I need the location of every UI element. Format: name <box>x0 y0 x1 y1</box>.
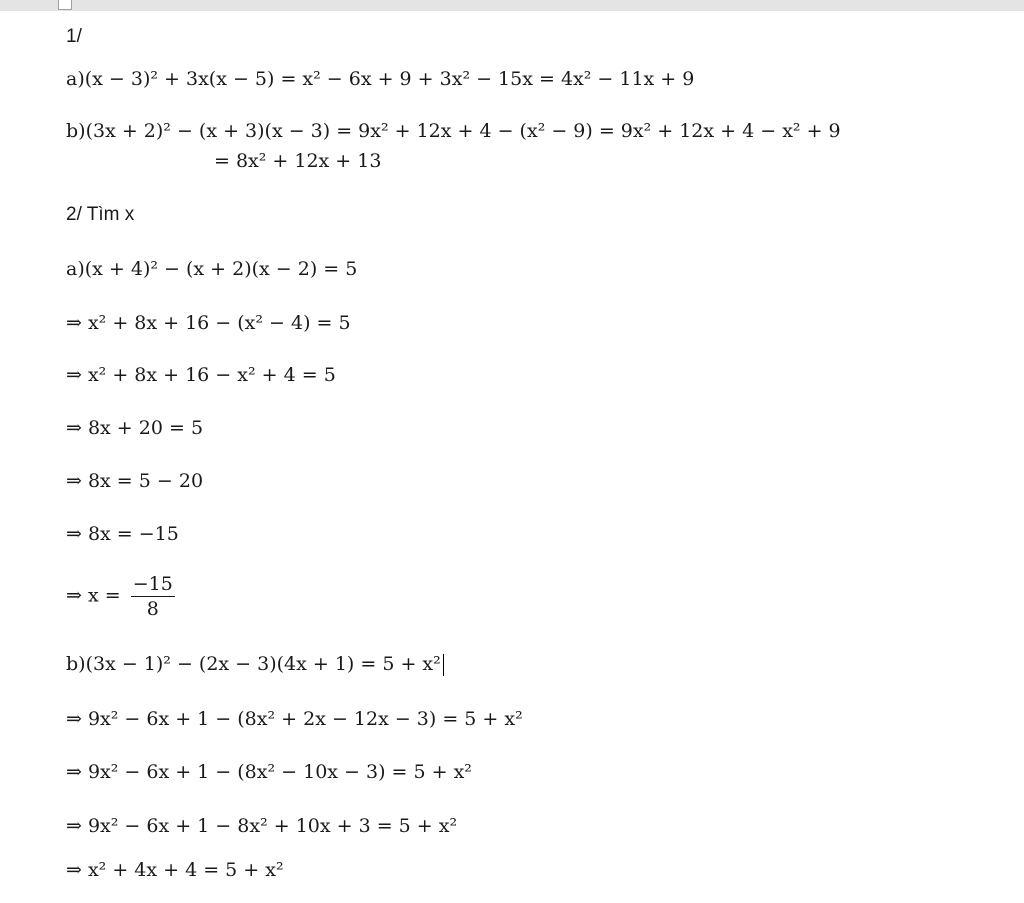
section1-heading: 1/ <box>66 26 82 47</box>
text-cursor <box>443 654 444 676</box>
section2-b-step: b)(3x − 1)² − (2x − 3)(4x + 1) = 5 + x² <box>66 653 441 675</box>
section2-a-final <box>66 572 175 621</box>
fraction <box>131 572 175 621</box>
section2-a-step: ⇒ x² + 8x + 16 − (x² − 4) = 5 <box>66 312 351 334</box>
top-ruler-bar <box>0 0 1024 11</box>
section2-heading: 2/ Tìm x <box>66 204 135 225</box>
fraction-denominator: 8 <box>146 598 159 620</box>
section2-a-step: ⇒ x² + 8x + 16 − x² + 4 = 5 <box>66 364 336 386</box>
section2-b-step: ⇒ 9x² − 6x + 1 − (8x² + 2x − 12x − 3) = 5 + x² <box>66 708 523 730</box>
section2-a-step: ⇒ 8x + 20 = 5 <box>66 417 204 439</box>
fraction-numerator: −15 <box>132 573 173 595</box>
section1-part-b-line1: b)(3x + 2)² − (x + 3)(x − 3) = 9x² + 12x + 4 − (x² − 9) = 9x² + 12x + 4 − x² + 9 <box>66 120 841 142</box>
final-prefix: ⇒ x = <box>66 584 121 607</box>
page-marker <box>58 0 72 10</box>
section2-a-step: a)(x + 4)² − (x + 2)(x − 2) = 5 <box>66 258 358 280</box>
section2-a-step: ⇒ 8x = −15 <box>66 523 179 545</box>
section2-b-step-first <box>66 653 444 676</box>
section2-a-step: ⇒ 8x = 5 − 20 <box>66 470 204 492</box>
section2-b-step: ⇒ 9x² − 6x + 1 − 8x² + 10x + 3 = 5 + x² <box>66 815 458 837</box>
section2-b-step: ⇒ x² + 4x + 4 = 5 + x² <box>66 859 284 881</box>
section1-part-a: a)(x − 3)² + 3x(x − 5) = x² − 6x + 9 + 3x² − 15x = 4x² − 11x + 9 <box>66 68 695 90</box>
section2-b-step: ⇒ 9x² − 6x + 1 − (8x² − 10x − 3) = 5 + x² <box>66 761 472 783</box>
section1-part-b-line2: = 8x² + 12x + 13 <box>214 150 382 172</box>
